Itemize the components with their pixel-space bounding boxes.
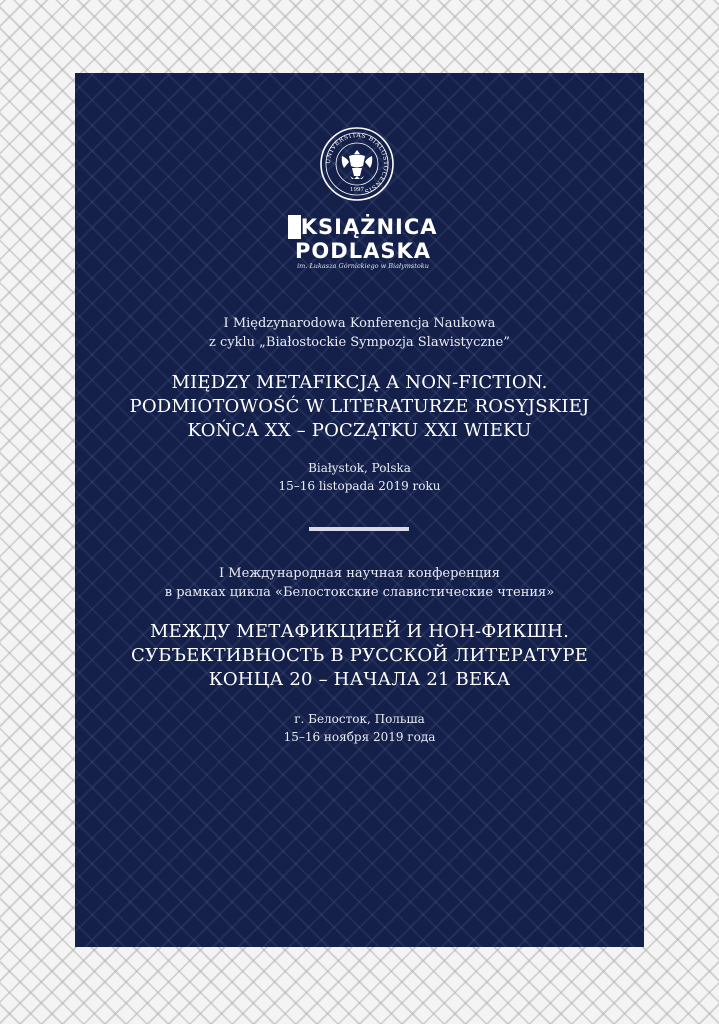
library-logo-subtitle: im. Łukasza Górnickiego w Białymstoku xyxy=(297,262,429,270)
library-logo-line2: PODLASKA xyxy=(295,239,431,263)
library-logo xyxy=(283,211,443,275)
polish-conference-title: MIĘDZY METAFIKCJĄ A NON-FICTION. PODMIOTOWOŚĆ W LITERATURZE ROSYJSKIEJ KOŃCA XX – POCZĄTKU XXI WIEKU xyxy=(129,372,590,441)
cover-panel xyxy=(75,73,644,947)
polish-conference-subtitle: I Międzynarodowa Konferencja Naukowa z cyklu „Białostockie Sympozja Slawistyczne” xyxy=(209,316,510,350)
library-logo-line1: KSIĄŻNICA xyxy=(283,215,443,239)
russian-conference-title: МЕЖДУ МЕТАФИКЦИЕЙ И НОН-ФИКШН. СУБЪЕКТИВНОСТЬ В РУССКОЙ ЛИТЕРАТУРЕ КОНЦА 20 – НАЧАЛА 21 ВЕКА xyxy=(131,621,588,690)
svg-text:1997: 1997 xyxy=(350,187,364,193)
university-seal-logo xyxy=(319,126,395,202)
svg-text:UNIVERSITAS BIALOSTOCENSIS: UNIVERSITAS BIALOSTOCENSIS xyxy=(324,131,390,196)
library-logo-box xyxy=(288,215,300,239)
russian-place-date: г. Белосток, Польша 15–16 ноября 2019 года xyxy=(283,712,436,744)
polish-place-date: Białystok, Polska 15–16 listopada 2019 roku xyxy=(278,461,441,493)
russian-conference-subtitle: I Международная научная конференция в рамках цикла «Белостокские славистические чтения» xyxy=(164,566,555,600)
section-divider xyxy=(309,527,409,531)
